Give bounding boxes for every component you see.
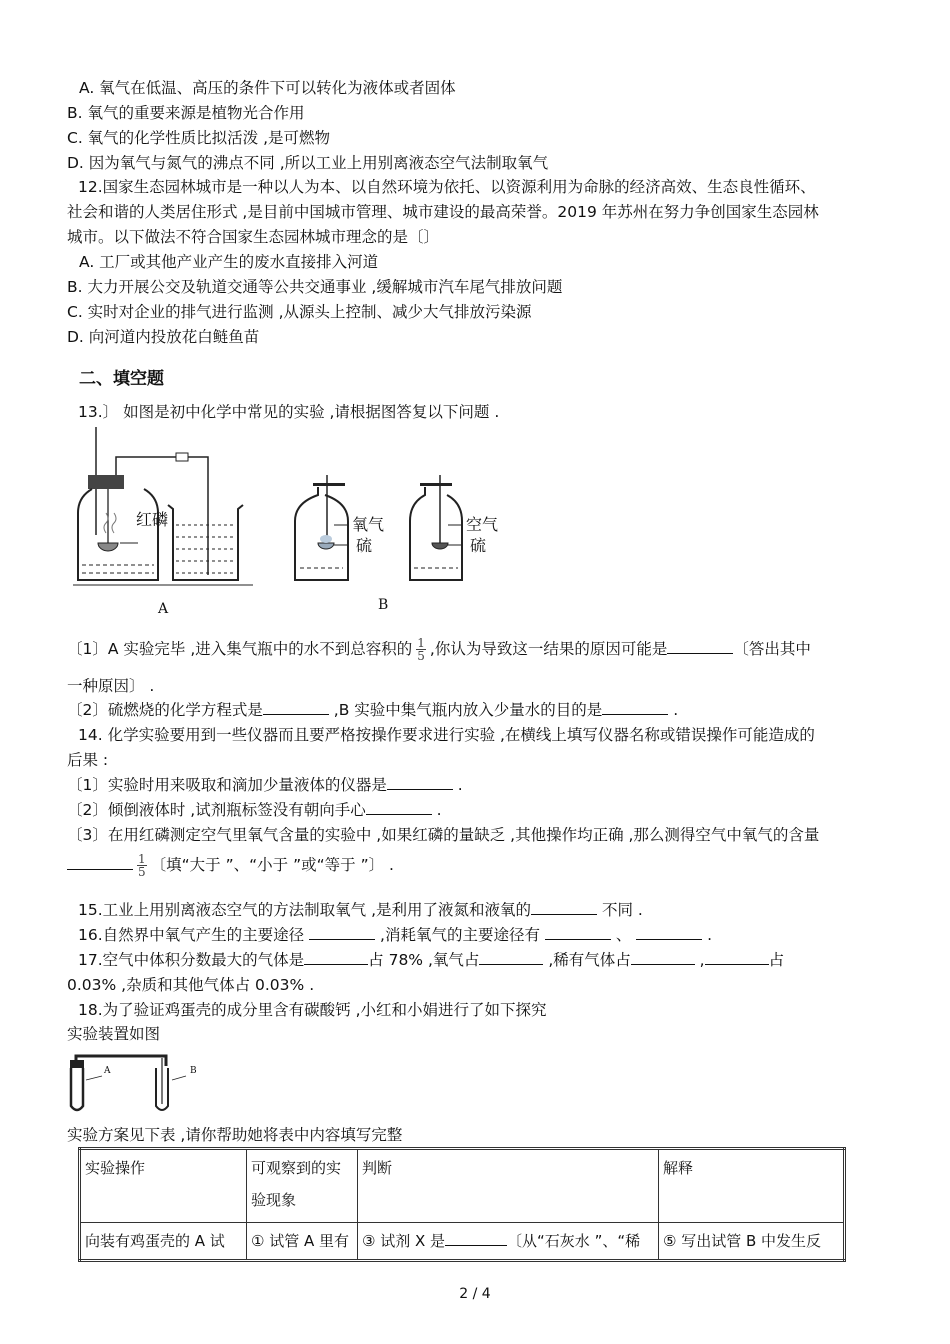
- table-cell-operation: 向装有鸡蛋壳的 A 试: [80, 1223, 247, 1261]
- q14-part1: 〔1〕实验时用来吸取和滴加少量液体的仪器是 .: [67, 776, 463, 794]
- table-cell-explanation: ⑤ 写出试管 B 中发生反: [659, 1223, 845, 1261]
- q11-option-d: D. 因为氧气与氮气的沸点不同 ,所以工业上用别离液态空气法制取氧气: [67, 154, 549, 172]
- blank-q18-reagent[interactable]: [445, 1230, 507, 1246]
- blank-q17-4[interactable]: [705, 949, 769, 965]
- figure-a-label: A: [158, 601, 169, 617]
- q13-stem: 13.〕 如图是初中化学中常见的实验 ,请根据图答复以下问题 .: [78, 403, 500, 421]
- q17-line2: 0.03% ,杂质和其他气体占 0.03% .: [67, 976, 315, 994]
- blank-q16-3[interactable]: [636, 924, 702, 940]
- q12-option-c: C. 实时对企业的排气进行监测 ,从源头上控制、减少大气排放污染源: [67, 303, 532, 321]
- blank-q15[interactable]: [531, 899, 597, 915]
- blank-q14-2[interactable]: [366, 799, 432, 815]
- q16: 16.自然界中氧气产生的主要途径 ,消耗氧气的主要途径有 、 .: [78, 926, 713, 944]
- blank-q16-2[interactable]: [545, 924, 611, 940]
- q13-part1-line1: 〔1〕A 实验完毕 ,进入集气瓶中的水不到总容积的 $\frac{1}{5}$ ,你认为导致这一结果的原因可能是 〔答出其中: [67, 636, 811, 663]
- q11-option-b: B. 氧气的重要来源是植物光合作用: [67, 104, 305, 122]
- q12-stem-line1: 12.国家生态园林城市是一种以人为本、以自然环境为依托、以资源利用为命脉的经济高效、生态良性循环、: [78, 178, 816, 196]
- q13-part2: 〔2〕硫燃烧的化学方程式是 ,B 实验中集气瓶内放入少量水的目的是 .: [67, 701, 679, 719]
- q11-option-a: A. 氧气在低温、高压的条件下可以转化为液体或者固体: [79, 79, 456, 97]
- fraction-one-fifth: $\frac{1}{5}$: [417, 636, 425, 663]
- blank-q14-3[interactable]: [67, 854, 133, 870]
- label-red-phosphorus: 红磷: [136, 510, 169, 529]
- tube-b-label: B: [190, 1066, 197, 1076]
- q14-part3-line1: 〔3〕在用红磷测定空气里氧气含量的实验中 ,如果红磷的量缺乏 ,其他操作均正确 ,那么测得空气中氧气的含量: [67, 826, 820, 844]
- q11-option-c: C. 氧气的化学性质比拟活泼 ,是可燃物: [67, 129, 331, 147]
- blank-q17-3[interactable]: [631, 949, 695, 965]
- page-number: 2 / 4: [459, 1286, 491, 1302]
- blank-q13-1[interactable]: [667, 638, 733, 654]
- q14-part3-line2: $\frac{1}{5}$ 〔填“大于 ”、“小于 ”或“等于 ”〕 .: [67, 850, 394, 880]
- label-sulfur-2: 硫: [470, 536, 487, 555]
- q17-line1: 17.空气中体积分数最大的气体是 占 78% ,氧气占 ,稀有气体占 , 占: [78, 951, 785, 969]
- q12-option-d: D. 向河道内投放花白鲢鱼苗: [67, 328, 260, 346]
- blank-q13-2a[interactable]: [263, 699, 329, 715]
- q12-option-b: B. 大力开展公交及轨道交通等公共交通事业 ,缓解城市汽车尾气排放问题: [67, 278, 563, 296]
- blank-q14-1[interactable]: [387, 774, 453, 790]
- q14-part2: 〔2〕倾倒液体时 ,试剂瓶标签没有朝向手心 .: [67, 801, 442, 819]
- q13-part1-line2: 一种原因〕 .: [67, 677, 155, 695]
- table-header-explanation: 解释: [659, 1149, 845, 1223]
- blank-q16-1[interactable]: [309, 924, 375, 940]
- q14-stem-line2: 后果 :: [67, 751, 109, 769]
- q18-apparatus-figure: [66, 1046, 216, 1116]
- label-air: 空气: [466, 515, 499, 534]
- q18-plan-caption: 实验方案见下表 ,请你帮助她将表中内容填写完整: [67, 1126, 403, 1144]
- q18-stem: 18.为了验证鸡蛋壳的成分里含有碳酸钙 ,小红和小娟进行了如下探究: [78, 1001, 547, 1019]
- table-header-operation: 实验操作: [80, 1149, 247, 1223]
- q18-device-caption: 实验装置如图: [67, 1025, 161, 1043]
- blank-q17-1[interactable]: [304, 949, 368, 965]
- label-oxygen: 氧气: [352, 515, 385, 534]
- q14-stem-line1: 14. 化学实验要用到一些仪器而且要严格按操作要求进行实验 ,在横线上填写仪器名称或错误操作可能造成的: [78, 726, 815, 744]
- experiment-table: [78, 1147, 846, 1262]
- tube-a-label: A: [104, 1066, 111, 1076]
- blank-q13-2b[interactable]: [602, 699, 668, 715]
- q12-stem-line2: 社会和谐的人类居住形式 ,是目前中国城市管理、城市建设的最高荣誉。2019 年苏州在努力争创国家生态园林: [67, 203, 819, 221]
- fraction-one-fifth-2: $\frac{1}{5}$: [138, 852, 146, 879]
- blank-q17-2[interactable]: [479, 949, 543, 965]
- section-heading-fill-blank: 二、填空题: [79, 369, 164, 389]
- q12-option-a: A. 工厂或其他产业产生的废水直接排入河道: [79, 253, 379, 271]
- label-sulfur-1: 硫: [356, 536, 373, 555]
- q12-stem-line3: 城市。以下做法不符合国家生态园林城市理念的是〔〕: [67, 228, 440, 246]
- table-header-judgement: 判断: [358, 1149, 659, 1223]
- table-header-phenomenon: 可观察到的实 验现象: [247, 1149, 358, 1223]
- q15: 15.工业上用别离液态空气的方法制取氧气 ,是利用了液氮和液氧的 不同 .: [78, 901, 643, 919]
- table-cell-judgement: ③ 试剂 X 是 〔从“石灰水 ”、“稀: [358, 1223, 659, 1261]
- figure-b-label: B: [378, 597, 389, 613]
- table-cell-phenomenon: ① 试管 A 里有: [247, 1223, 358, 1261]
